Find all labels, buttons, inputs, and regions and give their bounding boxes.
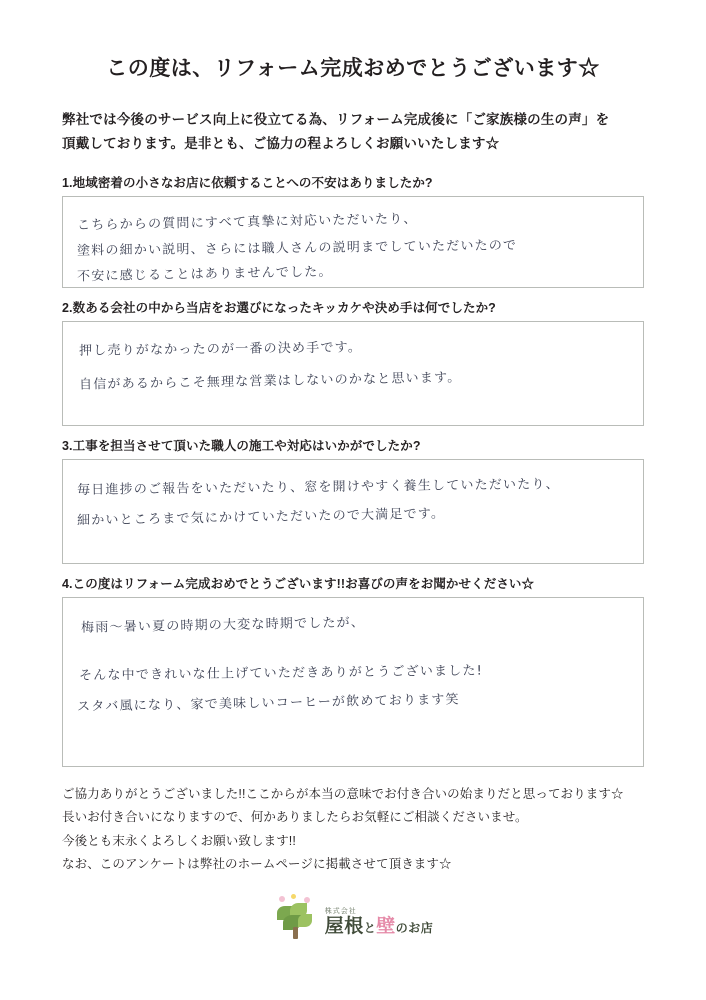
answer-box-4 [62, 597, 644, 767]
intro-line-1: 弊社では今後のサービス向上に役立てる為、リフォーム完成後に「ご家族様の生の声」を [62, 112, 610, 127]
answer-box-1 [62, 196, 644, 288]
handwritten-answer-4-line-2: そんな中できれいな仕上げていただきありがとうございました! [78, 663, 484, 684]
question-label-3: 3.工事を担当させて頂いた職人の施工や対応はいかがでしたか? [62, 439, 421, 454]
closing-text [62, 783, 644, 876]
question-block-1 [62, 173, 644, 288]
logo-name-part1: 屋根 [324, 915, 364, 937]
logo-name-part2: と [363, 920, 377, 935]
closing-line-4: なお、このアンケートは弊社のホームページに掲載させて頂きます☆ [62, 856, 452, 871]
question-label-4: 4.この度はリフォーム完成おめでとうございます!!お喜びの声をお聞かせください☆ [62, 577, 535, 592]
question-block-3 [62, 436, 644, 564]
question-label-2: 2.数ある会社の中から当店をお選びになったキッカケや決め手は何でしたか? [62, 301, 496, 316]
question-block-4 [62, 574, 644, 767]
closing-line-2: 長いお付き合いになりますので、何かありましたらお気軽にご相談くださいませ。 [62, 810, 528, 825]
closing-line-3: 今後とも末永くよろしくお願い致します!! [62, 833, 296, 848]
question-label-1: 1.地域密着の小さなお店に依頼することへの不安はありましたか? [62, 176, 433, 191]
handwritten-answer-3-line-2: 細かいところまで気にかけていただいたので大満足です。 [76, 506, 446, 529]
company-logo [62, 894, 644, 940]
logo-name-part3: 壁 [376, 915, 396, 937]
handwritten-answer-1-line-3: 不安に感じることはありませんでした。 [76, 264, 333, 285]
intro-text [62, 108, 644, 155]
answer-box-3 [62, 459, 644, 564]
handwritten-answer-4-line-3: スタバ風になり、家で美味しいコーヒーが飲めております笑 [76, 692, 460, 715]
closing-line-1: ご協力ありがとうございました!!ここからが本当の意味でお付き合いの始まりだと思っております☆ [62, 787, 624, 802]
tree-flower-icon [273, 894, 319, 940]
handwritten-answer-4-line-1: 梅雨～暑い夏の時期の大変な時期でしたが、 [80, 615, 366, 636]
logo-name-part4: のお店 [395, 920, 434, 935]
logo-company-name [325, 917, 434, 938]
intro-line-2: 頂戴しております。是非とも、ご協力の程よろしくお願いいたします☆ [62, 135, 500, 151]
answer-box-2 [62, 321, 644, 426]
logo-company-prefix: 株式会社 [324, 907, 357, 915]
logo-text [325, 908, 434, 940]
question-block-2 [62, 298, 644, 426]
handwritten-answer-3-line-1: 毎日進捗のご報告をいただいたり、窓を開けやすく養生していただいたり、 [76, 477, 560, 499]
handwritten-answer-2-line-1: 押し売りがなかったのが一番の決め手です。 [78, 340, 363, 359]
handwritten-answer-1-line-2: 塗料の細かい説明、さらには職人さんの説明までしていただいたので [76, 238, 518, 259]
handwritten-answer-2-line-2: 自信があるからこそ無理な営業はしないのかなと思います。 [78, 370, 462, 393]
page-title: この度は、リフォーム完成おめでとうございます☆ [106, 57, 600, 80]
handwritten-answer-1-line-1: こちらからの質問にすべて真摯に対応いただいたり、 [76, 211, 418, 234]
